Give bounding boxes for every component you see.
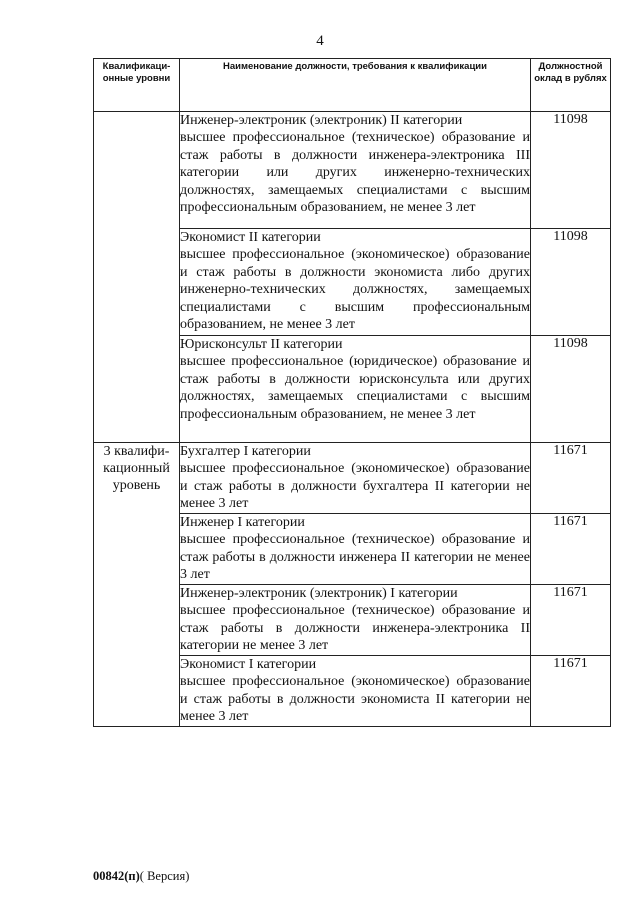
position-cell	[180, 112, 531, 229]
position-title: Бухгалтер I категории	[180, 444, 311, 459]
position-cell	[180, 585, 531, 656]
salary-cell: 11098	[531, 336, 611, 443]
position-cell	[180, 336, 531, 443]
position-requirement: высшее профессиональное (юридическое) образование и стаж работы в должности юрисконсульта или других должностях, замещаемых специалистами с высшим профессиональным образованием, не менее 3 лет	[180, 354, 530, 422]
position-title: Инженер-электроник (электроник) II категории	[180, 113, 463, 128]
salary-cell: 11098	[531, 112, 611, 229]
salary-cell: 11671	[531, 443, 611, 514]
position-requirement: высшее профессиональное (экономическое) образование и стаж работы в должности бухгалтера II категории не менее 3 лет	[180, 461, 530, 512]
salary-cell: 11098	[531, 229, 611, 336]
position-cell	[180, 229, 531, 336]
header-position: Наименование должности, требования к квалификации	[180, 59, 531, 112]
salary-cell: 11671	[531, 514, 611, 585]
position-requirement: высшее профессиональное (техническое) образование и стаж работы в должности инженера-электроника II категории не менее 3 лет	[180, 603, 530, 654]
header-level: Квалификаци-онные уровни	[94, 59, 180, 112]
position-title: Инженер-электроник (электроник) I категории	[180, 586, 458, 601]
position-cell	[180, 514, 531, 585]
position-requirement: высшее профессиональное (экономическое) образование и стаж работы в должности экономиста II категории не менее 3 лет	[180, 674, 530, 725]
footer	[93, 869, 189, 884]
position-title: Инженер I категории	[180, 515, 305, 530]
position-requirement: высшее профессиональное (экономическое) образование и стаж работы в должности экономиста либо других инженерно-технических должностях, замещаемых специалистами с высшим профессиональным образованием, не менее 3 лет	[180, 247, 530, 333]
document-version: ( Версия)	[139, 869, 190, 883]
salary-cell: 11671	[531, 585, 611, 656]
header-salary: Должностной оклад в рублях	[531, 59, 611, 112]
level-cell	[94, 112, 180, 443]
position-title: Экономист I категории	[180, 657, 317, 672]
position-requirement: высшее профессиональное (техническое) образование и стаж работы в должности инженера-электроника III категории или других инженерно-технических должностях, замещаемых специалистами с высшим профессиональным образованием, не менее 3 лет	[180, 130, 530, 216]
table-row	[94, 112, 611, 229]
table-row	[94, 443, 611, 514]
qualification-table	[93, 58, 611, 727]
position-cell	[180, 443, 531, 514]
position-requirement: высшее профессиональное (техническое) образование и стаж работы в должности инженера II категории не менее 3 лет	[180, 532, 530, 583]
level-cell: 3 квалифи-кационный уровень	[94, 443, 180, 727]
page-number: 4	[316, 33, 324, 49]
position-title: Экономист II категории	[180, 230, 321, 245]
position-title: Юрисконсульт II категории	[180, 337, 343, 352]
salary-cell: 11671	[531, 656, 611, 727]
table-header-row	[94, 59, 611, 112]
position-cell	[180, 656, 531, 727]
document-code: 00842(п)	[93, 869, 140, 883]
